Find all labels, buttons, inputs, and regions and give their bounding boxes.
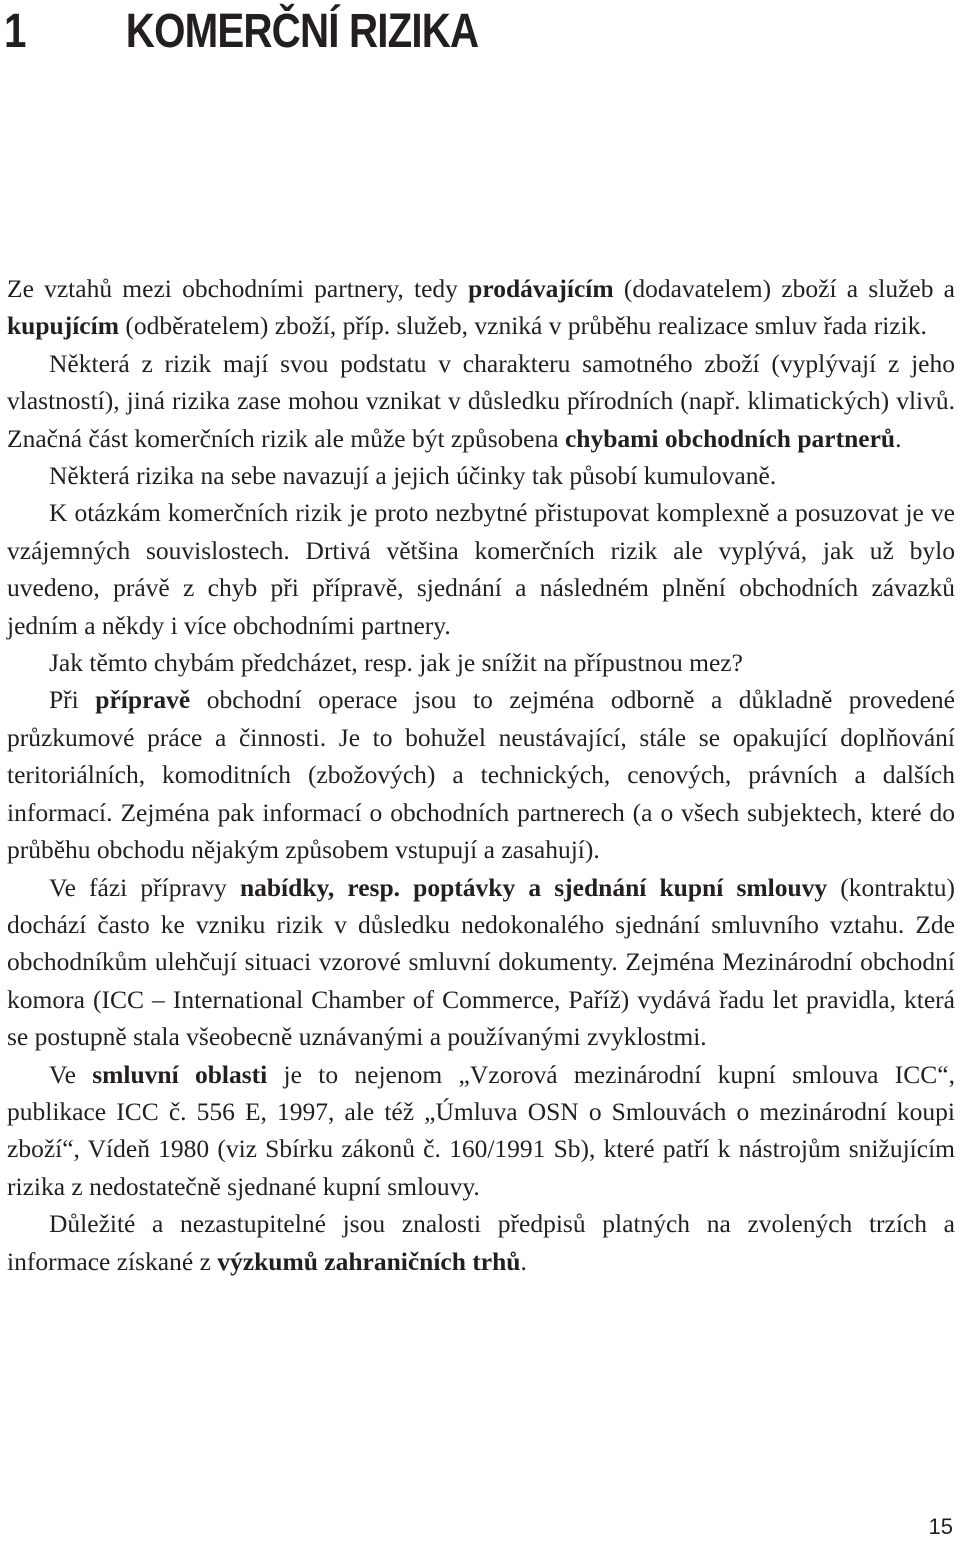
text-run: Některá z rizik mají svou podstatu v charakteru samotného zboží (vyplývají z jeho vlastností), jiná rizika zase mohou vznikat v důsledku přírodních (např. klimatických) vlivů. Značná část komerčních rizik ale může být způsobena xyxy=(7,348,955,453)
paragraph xyxy=(7,457,955,494)
text-run: K otázkám komerčních rizik je proto nezbytné přistupovat komplexně a posuzovat je ve vzájemných souvislostech. Drtivá většina komerčních rizik ale vyplývá, jak už bylo uvedeno, právě z chyb při přípravě, sjednání a následném plnění obchodních závazků jedním a někdy i více obchodními partnery. xyxy=(7,498,955,640)
bold-text: kupujícím xyxy=(7,311,119,341)
chapter-title: KOMERČNÍ RIZIKA xyxy=(125,5,479,58)
body-text xyxy=(7,270,955,1280)
text-run: . xyxy=(520,1246,527,1276)
paragraph xyxy=(7,494,955,644)
text-run: (dodavatelem) zboží a služeb a xyxy=(613,274,956,303)
paragraph xyxy=(7,869,955,1056)
paragraph xyxy=(7,681,955,868)
chapter-heading xyxy=(4,4,478,60)
text-run: je to nejenom „Vzorová mezinárodní kupní smlouva ICC“, publikace ICC č. 556 E, 1997, ale též „Úmluva OSN o Smlouvách o mezinárodní koupi zboží“, Vídeň 1980 (viz Sbírku zákonů č. 160/1991 Sb), které patří k nástrojům snižujícím rizika z nedostatečně sjednané kupní smlouvy. xyxy=(7,1059,955,1201)
bold-text: chybami obchodních partnerů xyxy=(564,423,896,453)
bold-text: prodávajícím xyxy=(468,274,614,303)
text-run: Některá rizika na sebe navazují a jejich účinky tak působí kumulovaně. xyxy=(49,461,777,491)
text-run: Při xyxy=(49,685,96,715)
text-run: Ze vztahů mezi obchodními partnery, tedy xyxy=(7,274,469,303)
paragraph xyxy=(7,270,955,345)
text-run: Důležité a nezastupitelné jsou znalosti předpisů platných na zvolených trzích a informace získané z xyxy=(7,1209,955,1276)
text-run: Jak těmto chybám předcházet, resp. jak je snížit na přípustnou mez? xyxy=(49,648,743,678)
paragraph xyxy=(7,644,955,681)
text-run: . xyxy=(895,423,902,453)
text-run: (kontraktu) dochází často ke vzniku rizik v důsledku nedokonalého sjednání smluvního vztahu. Zde obchodníkům ulehčují situaci vzorové smluvní dokumenty. Zejména Mezinárodní obchodní komora (ICC – International Chamber of Commerce, Paříž) vydává řadu let pravidla, která se postupně stala všeobecně uznávanými a používanými zvyklostmi. xyxy=(7,872,955,1052)
page-number: 15 xyxy=(928,1514,953,1539)
text-run: obchodní operace jsou to zejména odborně a důkladně provedené průzkumové práce a činnosti. Je to bohužel neustávající, stále se opakující doplňování teritoriálních, komoditních (zbožových) a technických, cenových, právních a dalších informací. Zejména pak informací o obchodních partnerech (a o všech subjektech, které do průběhu obchodu nějakým způsobem vstupují a zasahují). xyxy=(7,685,955,865)
bold-text: smluvní oblasti xyxy=(92,1059,268,1089)
paragraph xyxy=(7,1205,955,1280)
bold-text: přípravě xyxy=(95,685,191,715)
bold-text: výzkumů zahraničních trhů xyxy=(217,1246,521,1276)
text-run: (odběratelem) zboží, příp. služeb, vzniká v průběhu realizace smluv řada rizik. xyxy=(118,311,927,341)
paragraph xyxy=(7,345,955,457)
text-run: Ve fázi přípravy xyxy=(49,872,240,902)
text-run: Ve xyxy=(49,1059,93,1089)
chapter-number: 1 xyxy=(4,5,26,58)
paragraph xyxy=(7,1056,955,1206)
bold-text: nabídky, resp. poptávky a sjednání kupní smlouvy xyxy=(239,872,828,902)
